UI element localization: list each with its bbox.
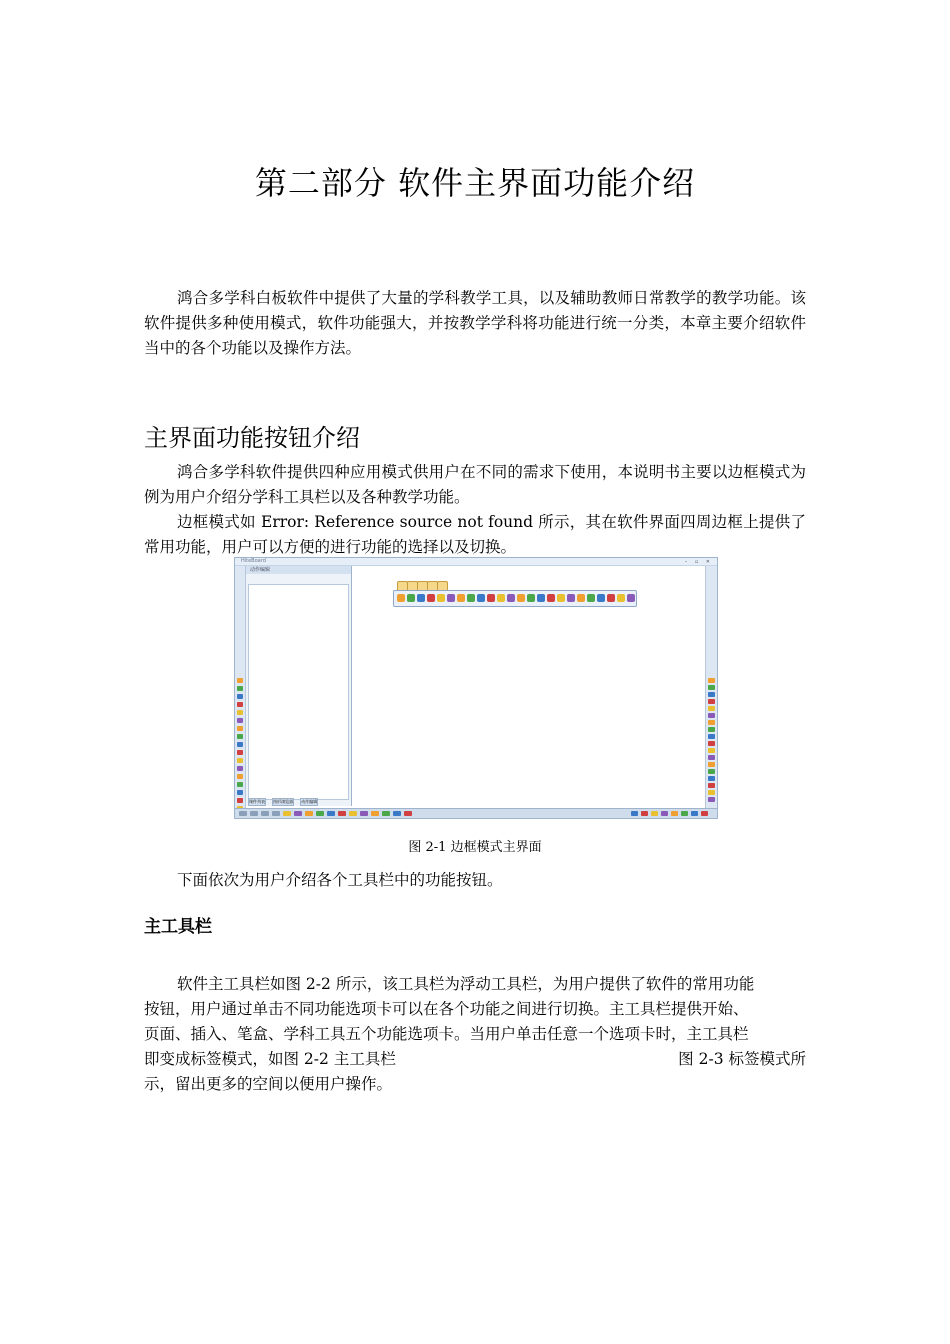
tool-icon — [237, 774, 243, 779]
tool-icon — [237, 726, 243, 731]
tool-icon — [597, 594, 605, 602]
tool-icon — [316, 811, 324, 816]
tool-icon — [627, 594, 635, 602]
panel-header — [246, 566, 351, 574]
main-toolbar-tabs — [397, 581, 457, 590]
tool-icon — [417, 594, 425, 602]
left-border-toolbar — [235, 566, 246, 809]
tool-icon — [708, 678, 715, 683]
tool-icon — [237, 710, 243, 715]
tool-icon — [237, 686, 243, 691]
tool-icon — [708, 685, 715, 690]
tool-icon — [708, 762, 715, 767]
tool-icon — [708, 790, 715, 795]
tool-icon — [671, 811, 678, 816]
tool-icon — [641, 811, 648, 816]
window-titlebar — [235, 558, 717, 566]
tool-icon — [447, 594, 455, 602]
tool-icon — [237, 678, 243, 683]
figure-ref-left: 即变成标签模式，如图 2-2 主工具栏 — [144, 1050, 396, 1068]
tool-icon — [708, 692, 715, 697]
tool-icon — [294, 811, 302, 816]
tool-icon — [404, 811, 412, 816]
tool-icon — [617, 594, 625, 602]
tool-icon — [397, 594, 405, 602]
para-line: 页面、插入、笔盒、学科工具五个功能选项卡。当用户单击任意一个选项卡时，主工具栏 — [144, 1025, 749, 1043]
tool-icon — [283, 811, 291, 816]
panel-tab: 图形浏览器 — [273, 799, 294, 804]
section-heading: 主界面功能按钮介绍 — [144, 424, 360, 452]
para-line-split — [144, 1047, 806, 1072]
panel-tab: 动作编辑 — [301, 799, 318, 804]
tool-icon — [237, 798, 243, 803]
tool-icon — [708, 734, 715, 739]
side-panel — [246, 566, 352, 806]
panel-toolbar — [250, 576, 340, 583]
tool-icon — [360, 811, 368, 816]
tool-icon — [577, 594, 585, 602]
tool-icon — [557, 594, 565, 602]
main-floating-toolbar — [393, 590, 637, 607]
figure-ref-right: 图 2-3 标签模式所 — [678, 1050, 806, 1068]
tool-icon — [517, 594, 525, 602]
figure-caption: 图 2-1 边框模式主界面 — [408, 840, 542, 855]
tool-icon — [437, 594, 445, 602]
tool-icon — [708, 699, 715, 704]
tool-icon — [467, 594, 475, 602]
followup-paragraph: 下面依次为用户介绍各个工具栏中的功能按钮。 — [177, 871, 503, 889]
section-paragraph-2: 边框模式如 Error: Reference source not found 所示，其在软件界面四周边框上提供了常用功能，用户可以方便的进行功能的选择以及切换。 — [144, 513, 806, 556]
tool-icon — [393, 811, 401, 816]
para-line: 按钮，用户通过单击不同功能选项卡可以在各个功能之间进行切换。主工具栏提供开始、 — [144, 1000, 749, 1018]
tool-icon — [338, 811, 346, 816]
tool-icon — [547, 594, 555, 602]
tool-icon — [708, 797, 715, 802]
bottom-border-toolbar — [235, 808, 717, 818]
tool-icon — [607, 594, 615, 602]
right-border-toolbar — [705, 566, 717, 809]
window-buttons: – ▫ ✕ — [684, 559, 713, 565]
tool-icon — [708, 713, 715, 718]
tool-icon — [708, 769, 715, 774]
tool-icon — [237, 702, 243, 707]
tool-icon — [708, 727, 715, 732]
tool-icon — [237, 758, 243, 763]
tool-icon — [237, 718, 243, 723]
tool-icon — [708, 741, 715, 746]
tool-icon — [701, 811, 708, 816]
panel-tab: 课件列表 — [249, 799, 265, 804]
tool-icon — [250, 811, 258, 816]
page-title: 第二部分 软件主界面功能介绍 — [254, 164, 696, 202]
tool-icon — [427, 594, 435, 602]
tool-icon — [237, 790, 243, 795]
tool-icon — [708, 783, 715, 788]
tool-icon — [237, 742, 243, 747]
tool-icon — [708, 706, 715, 711]
tool-icon — [457, 594, 465, 602]
tool-icon — [349, 811, 357, 816]
tool-icon — [631, 811, 638, 816]
tool-icon — [651, 811, 658, 816]
tool-icon — [237, 766, 243, 771]
main-toolbar-paragraph — [144, 972, 806, 1097]
tool-icon — [708, 720, 715, 725]
tool-icon — [261, 811, 269, 816]
tool-icon — [272, 811, 280, 816]
tool-icon — [527, 594, 535, 602]
tool-icon — [497, 594, 505, 602]
tool-icon — [327, 811, 335, 816]
tool-icon — [537, 594, 545, 602]
para-line: 软件主工具栏如图 2-2 所示，该工具栏为浮动工具栏，为用户提供了软件的常用功能 — [177, 975, 755, 993]
window-title: HiteBoard — [241, 558, 266, 564]
tool-icon — [661, 811, 668, 816]
tool-icon — [487, 594, 495, 602]
tool-icon — [237, 782, 243, 787]
tool-icon — [587, 594, 595, 602]
para-line: 示，留出更多的空间以便用户操作。 — [144, 1075, 393, 1093]
panel-tabs — [248, 798, 348, 805]
tool-icon — [691, 811, 698, 816]
tool-icon — [237, 750, 243, 755]
tool-icon — [477, 594, 485, 602]
tool-icon — [237, 734, 243, 739]
tool-icon — [407, 594, 415, 602]
subheading-main-toolbar: 主工具栏 — [144, 917, 212, 937]
tool-icon — [681, 811, 688, 816]
panel-body — [248, 584, 349, 800]
tool-icon — [239, 811, 247, 816]
tool-icon — [305, 811, 313, 816]
tool-icon — [371, 811, 379, 816]
tool-icon — [708, 776, 715, 781]
tool-icon — [382, 811, 390, 816]
intro-paragraph: 鸿合多学科白板软件中提供了大量的学科教学工具，以及辅助教师日常教学的教学功能。该软件提供多种使用模式，软件功能强大，并按教学学科将功能进行统一分类，本章主要介绍软件当中的各个功能以及操作方法。 — [144, 289, 806, 357]
section-paragraph-1: 鸿合多学科软件提供四种应用模式供用户在不同的需求下使用，本说明书主要以边框模式为例为用户介绍分学科工具栏以及各种教学功能。 — [144, 463, 806, 506]
tool-icon — [567, 594, 575, 602]
tool-icon — [708, 755, 715, 760]
figure-screenshot — [234, 557, 718, 819]
panel-title: 动作编辑 — [250, 567, 271, 573]
tool-icon — [507, 594, 515, 602]
tool-icon — [237, 694, 243, 699]
tool-icon — [708, 748, 715, 753]
